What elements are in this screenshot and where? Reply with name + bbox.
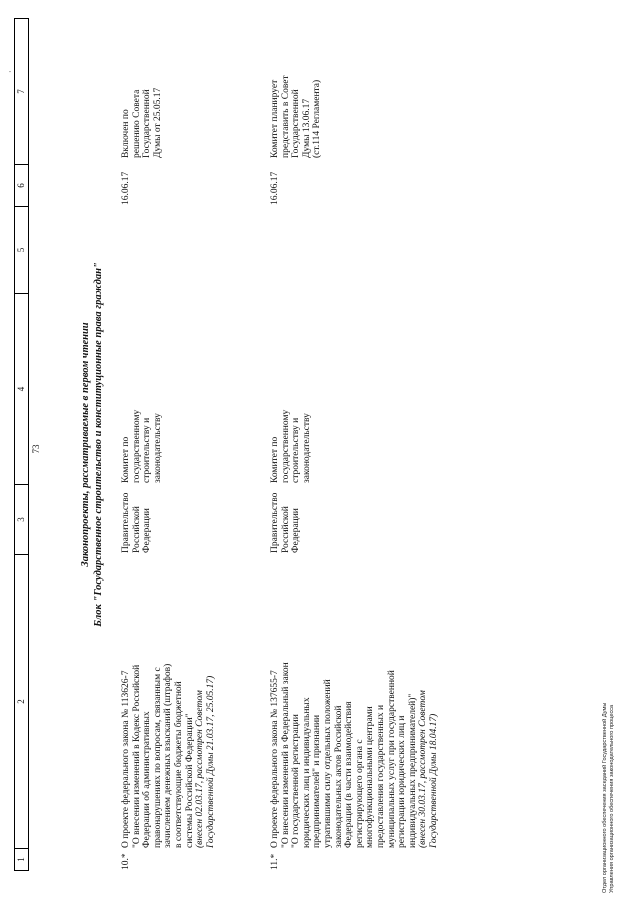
review-date: 16.06.17 — [270, 171, 280, 205]
status-note — [270, 50, 323, 158]
bill-author — [121, 485, 153, 553]
bill-text-line: О проекте федерального закона № 137655-7 — [270, 670, 280, 848]
review-date: 16.06.17 — [121, 171, 131, 205]
bill-text-line: Федерации об административных — [142, 711, 153, 848]
document-footer — [602, 703, 616, 893]
author-line: Правительство — [270, 492, 280, 553]
committee-line: строительству и — [291, 417, 302, 483]
column-header-row — [14, 18, 29, 871]
status-line: Думы 13.06.17 — [301, 98, 312, 158]
responsible-committee — [270, 399, 312, 483]
column-header-3: 3 — [15, 484, 28, 554]
page-number: 73 — [31, 444, 41, 454]
bill-text-line: "О внесении изменений в Федеральный закон — [280, 662, 291, 848]
bill-description — [121, 653, 216, 848]
status-line: представить в Совет — [280, 75, 291, 158]
author-line: Российской — [131, 506, 142, 553]
bill-text-line: "О государственной регистрации — [291, 714, 302, 848]
status-line: Государственной — [291, 89, 302, 158]
section-title: Законопроекты, рассматриваемые в первом чтении — [80, 322, 91, 567]
status-line: (ст.114 Регламента) — [312, 79, 323, 158]
footer-line: Отдел организационного обеспечения заседаний Государственной Думы — [602, 702, 608, 893]
author-line: Правительство — [121, 492, 131, 553]
bill-note-line: Государственной Думы 21.03.17, 25.05.17) — [205, 675, 216, 848]
status-line: Комитет планирует — [270, 79, 280, 158]
committee-line: строительству и — [142, 417, 153, 483]
responsible-committee — [121, 399, 163, 483]
scan-dot: · — [6, 70, 15, 73]
committee-line: государственному — [280, 409, 291, 483]
bill-text-line: муниципальных услуг при государственной — [386, 670, 397, 848]
bill-text-line: О проекте федерального закона № 113626-7 — [121, 670, 131, 848]
bill-text-line: регистрации юридических лиц и — [397, 715, 408, 848]
bill-text-line: утратившими силу отдельных положений — [322, 679, 333, 848]
author-line: Российской — [280, 506, 291, 553]
column-header-4: 4 — [15, 293, 28, 484]
committee-line: государственному — [131, 409, 142, 483]
bill-text-line: многофункциональными центрами — [365, 706, 376, 848]
committee-line: Комитет по — [270, 436, 280, 483]
column-header-5: 5 — [15, 206, 28, 293]
committee-line: Комитет по — [121, 436, 131, 483]
status-line: Государственной — [142, 89, 153, 158]
bill-text-line: регистрирующего органа с — [354, 739, 365, 848]
status-line: Думы от 25.05.17 — [152, 87, 163, 158]
bill-text-line: предоставления государственных и — [375, 704, 386, 848]
bill-text-line: зачислением денежных взысканий (штрафов) — [163, 663, 174, 848]
bill-note-line: (внесен 30.03.17, рассмотрен Советом — [418, 690, 429, 848]
author-line: Федерации — [142, 508, 153, 553]
status-note — [121, 50, 163, 158]
column-header-6: 6 — [15, 164, 28, 206]
footer-line: Управления организационного обеспечения законодательного процесса — [609, 704, 615, 893]
committee-line: законодательству — [301, 413, 312, 483]
bill-text-line: "О внесении изменений в Кодекс Российской — [131, 664, 142, 848]
row-number: 11.* — [270, 853, 280, 870]
bill-description — [270, 653, 440, 848]
status-line: решению Совета — [131, 89, 142, 158]
bill-text-line: системы Российской Федерации" — [184, 713, 195, 848]
bill-author — [270, 485, 302, 553]
bill-text-line: законодательных актов Российской — [333, 705, 344, 848]
column-header-7: 7 — [16, 89, 26, 94]
column-header-1: 1 — [15, 848, 28, 870]
column-header-2: 2 — [15, 554, 28, 848]
committee-line: законодательству — [152, 413, 163, 483]
author-line: Федерации — [291, 508, 302, 553]
bill-text-line: правонарушениях по вопросам, связанным с — [152, 667, 163, 848]
block-title: Блок "Государственное строительство и конституционные права граждан" — [93, 262, 104, 627]
bill-text-line: индивидуальных предпринимателей)" — [407, 693, 418, 848]
bill-note-line: Государственной Думы 18.04.17) — [428, 713, 439, 848]
bill-text-line: Федерации (в части взаимодействия — [344, 701, 355, 848]
bill-text-line: предпринимателей" и признании — [312, 714, 323, 848]
bill-text-line: в соответствующие бюджеты бюджетной — [173, 681, 184, 848]
bill-text-line: юридических лиц и индивидуальных — [301, 697, 312, 848]
row-number: 10.* — [121, 853, 131, 870]
bill-note-line: (внесен 02.03.17, рассмотрен Советом — [195, 690, 206, 848]
status-line: Включен по — [121, 109, 131, 158]
